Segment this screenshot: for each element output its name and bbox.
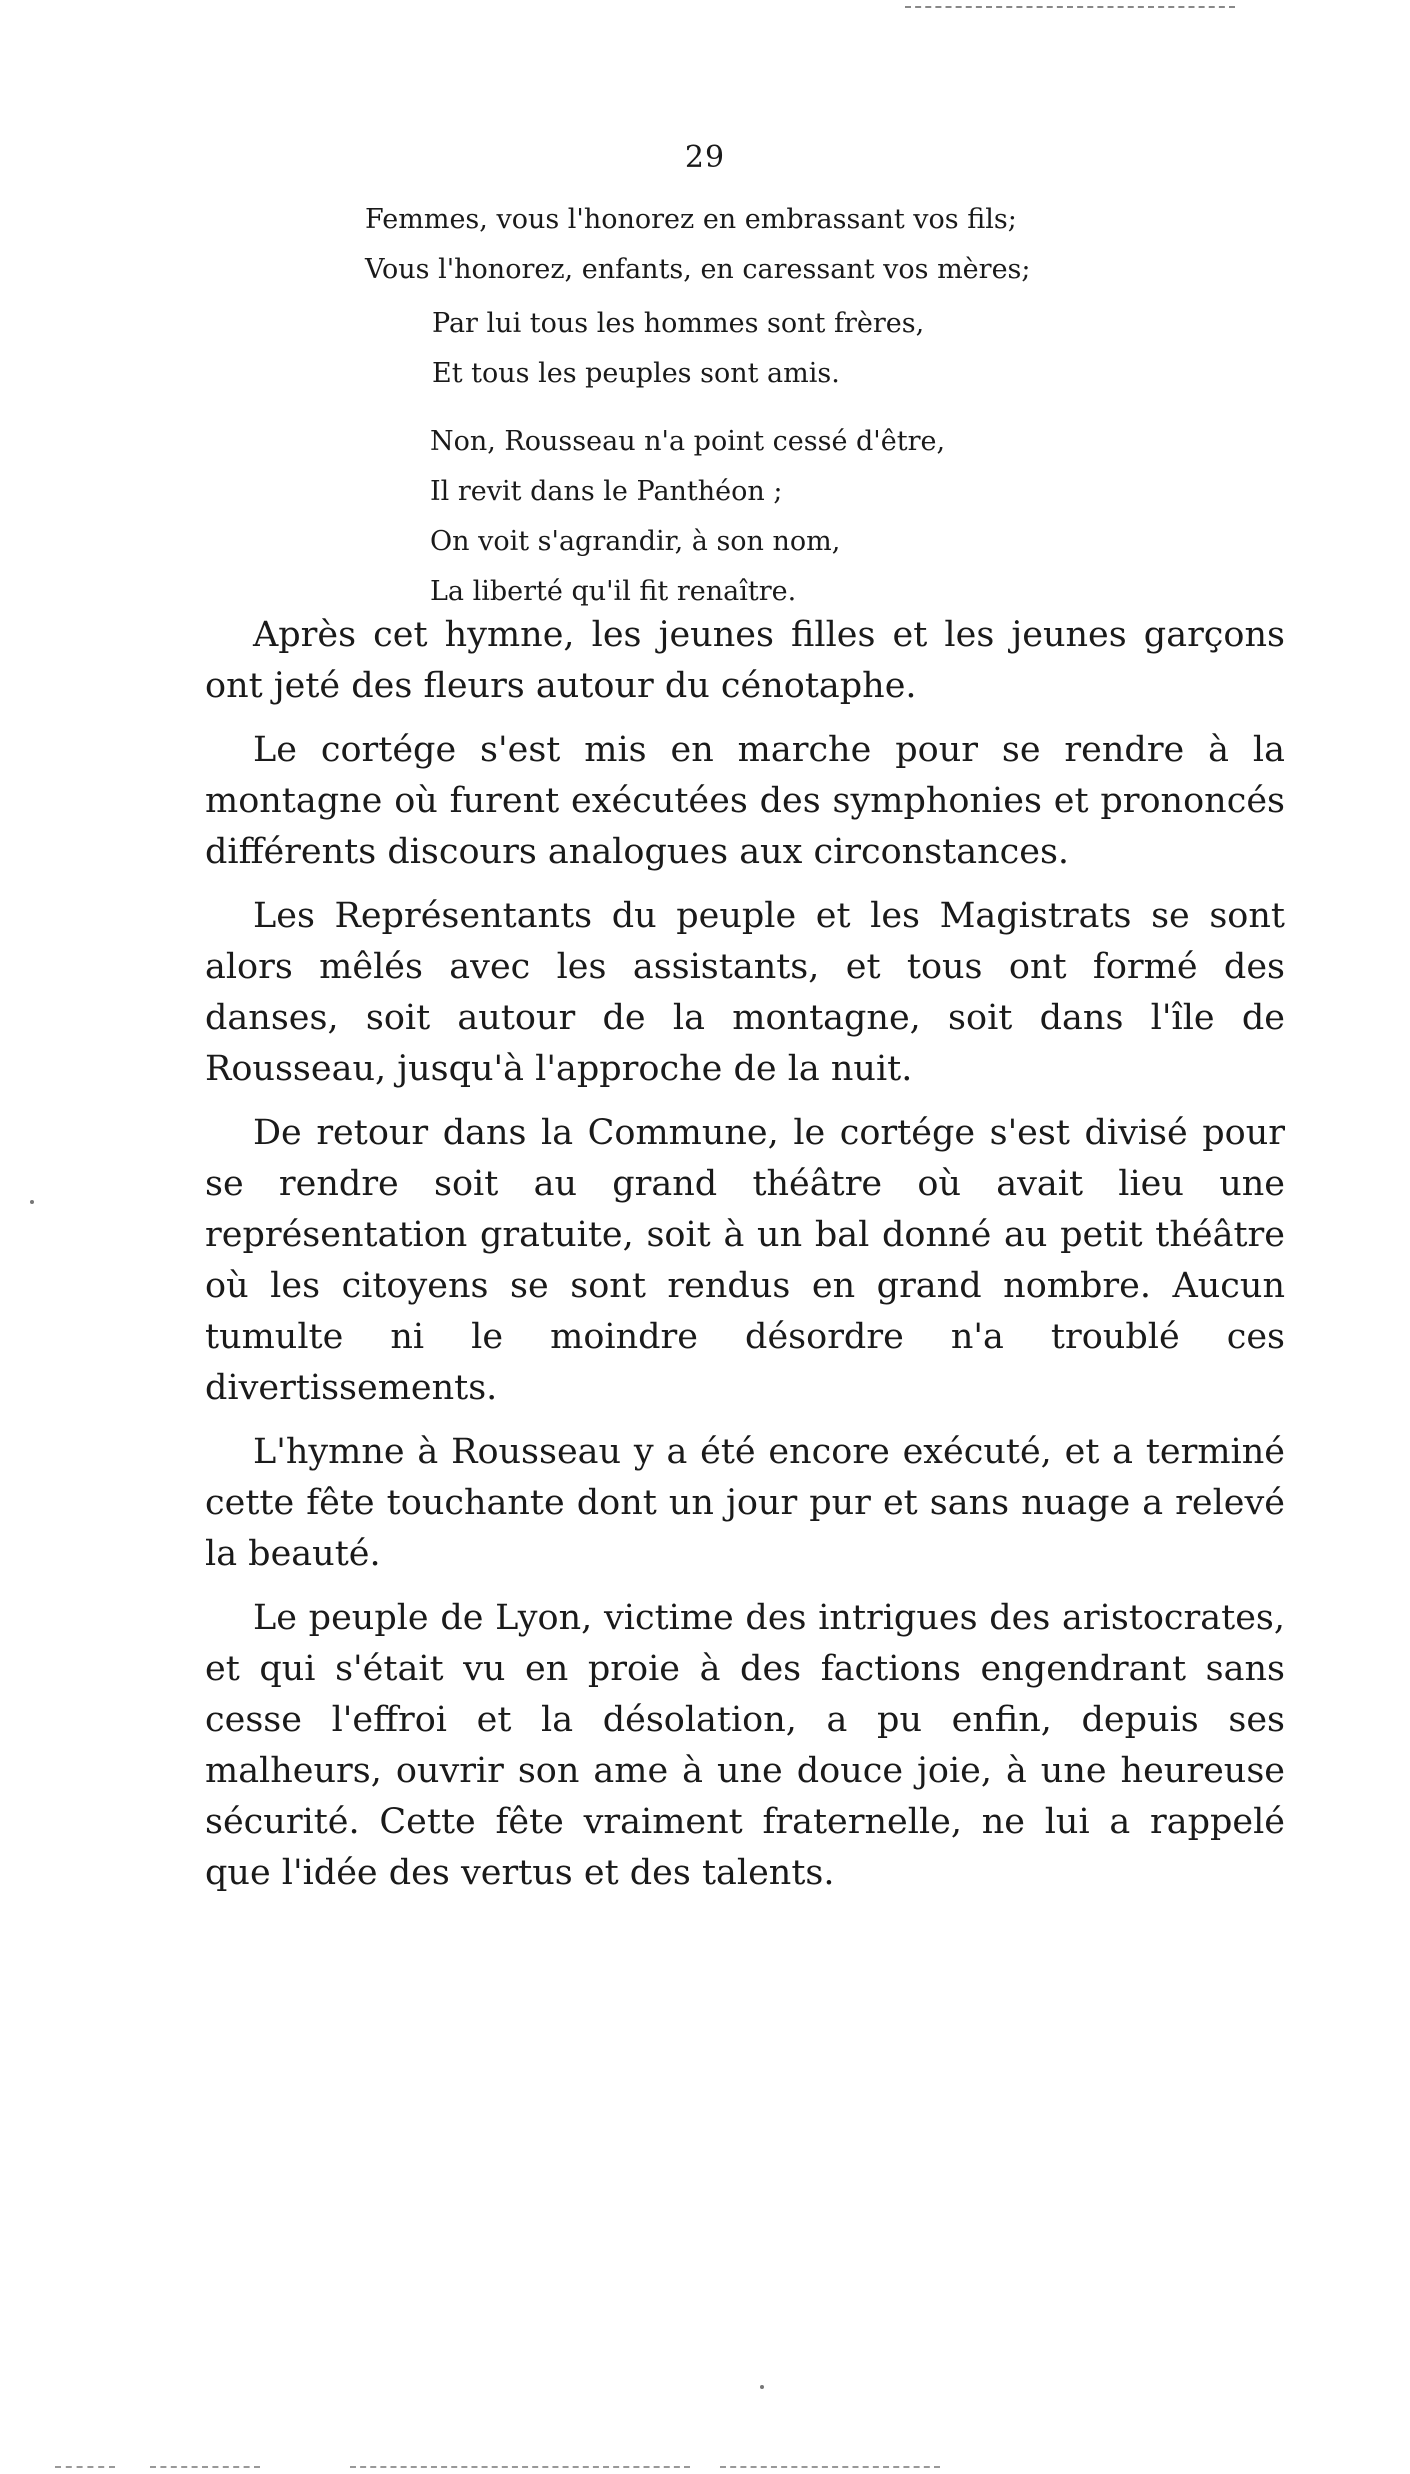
verse-line: Vous l'honorez, enfants, en caressant vos mères; [365,254,1031,285]
paragraph: De retour dans la Commune, le cortége s'est divisé pour se rendre soit au grand théâtre où avait lieu une représentation gratuite, soit à un bal donné au petit théâtre où les citoyens se sont rendus en grand nombre. Aucun tumulte ni le moindre désordre n'a troublé ces divertissements. [205,1113,1285,1408]
paragraph: Les Représentants du peuple et les Magistrats se sont alors mêlés avec les assistants, et tous ont formé des danses, soit autour de la montagne, soit dans l'île de Rousseau, jusqu'à l'approche de la nuit. [205,896,1285,1089]
scan-edge-rule-bottom-3 [350,2466,690,2468]
paragraph: Le cortége s'est mis en marche pour se rendre à la montagne où furent exécutées des symphonies et prononcés différents discours analogues aux circonstances. [205,730,1285,872]
scan-edge-rule-bottom-4 [720,2466,940,2468]
prose-body [205,610,1285,1912]
verse-line: Et tous les peuples sont amis. [432,358,840,389]
scan-edge-rule-top [905,6,1235,8]
verse-line: On voit s'agrandir, à son nom, [430,526,841,557]
scan-speck [760,2385,764,2389]
paragraph: Le peuple de Lyon, victime des intrigues des aristocrates, et qui s'était vu en proie à des factions engendrant sans cesse l'effroi et la désolation, a pu enfin, depuis ses malheurs, ouvrir son ame à une douce joie, à une heureuse sécurité. Cette fête vraiment fraternelle, ne lui a rappelé que l'idée des vertus et des talents. [205,1598,1285,1893]
verse-line: Il revit dans le Panthéon ; [430,476,783,507]
paragraph: Après cet hymne, les jeunes filles et les jeunes garçons ont jeté des fleurs autour du cénotaphe. [205,615,1285,706]
paragraph: L'hymne à Rousseau y a été encore exécuté, et a terminé cette fête touchante dont un jour pur et sans nuage a relevé la beauté. [205,1432,1285,1574]
verse-line: Non, Rousseau n'a point cessé d'être, [430,426,946,457]
scan-edge-rule-bottom-1 [55,2466,115,2468]
verse-line: Femmes, vous l'honorez en embrassant vos fils; [365,204,1017,235]
scan-speck [30,1200,34,1204]
verse-line: Par lui tous les hommes sont frères, [432,308,925,339]
scan-edge-rule-bottom-2 [150,2466,260,2468]
verse-line: La liberté qu'il fit renaître. [430,576,797,607]
page-number: 29 [684,140,726,175]
